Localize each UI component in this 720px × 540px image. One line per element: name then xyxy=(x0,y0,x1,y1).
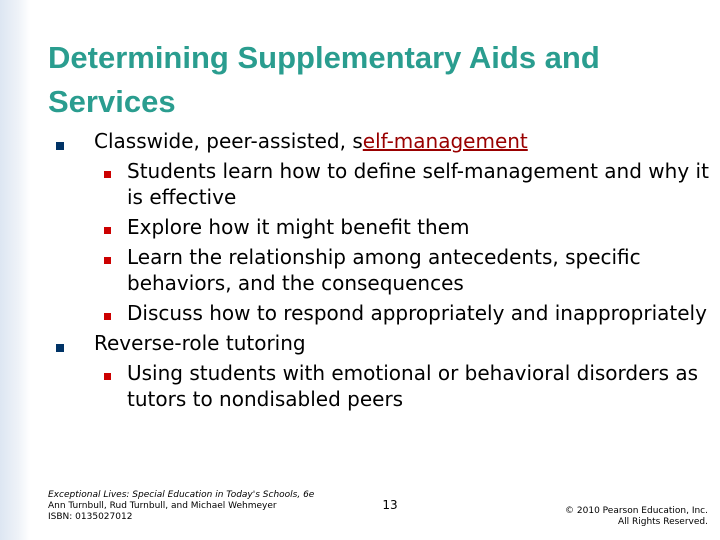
sub-bullet xyxy=(52,244,712,296)
left-gradient-band xyxy=(0,0,30,540)
square-bullet-icon xyxy=(104,313,111,320)
book-title: Exceptional Lives: Special Education in Today's Schools, 6e xyxy=(48,490,315,500)
sub-bullet-text: Using students with emotional or behavioral disorders as tutors to nondisabled peers xyxy=(127,361,699,411)
sub-bullet-text: Learn the relationship among antecedents, specific behaviors, and the consequences xyxy=(127,245,641,295)
footer-copyright xyxy=(488,506,708,528)
square-bullet-icon xyxy=(56,142,64,150)
sub-bullet-text: Explore how it might benefit them xyxy=(127,215,470,239)
bullet-list xyxy=(52,128,712,416)
square-bullet-icon xyxy=(56,344,64,352)
sub-bullet xyxy=(52,158,712,210)
bullet-reverse-role xyxy=(52,330,712,356)
sub-bullet-text: Students learn how to define self-management and why it is effective xyxy=(127,159,709,209)
sub-bullet-text: Discuss how to respond appropriately and inappropriately xyxy=(127,301,707,325)
square-bullet-icon xyxy=(104,373,111,380)
sub-bullet xyxy=(52,360,712,412)
bullet-text: Reverse-role tutoring xyxy=(94,331,306,355)
square-bullet-icon xyxy=(104,227,111,234)
square-bullet-icon xyxy=(104,171,111,178)
footer-citation xyxy=(48,490,318,523)
bullet-text: Classwide, peer-assisted, s xyxy=(94,129,363,153)
book-authors: Ann Turnbull, Rud Turnbull, and Michael Wehmeyer xyxy=(48,501,277,511)
page-number: 13 xyxy=(382,498,398,512)
book-isbn: ISBN: 0135027012 xyxy=(48,512,133,522)
sub-bullet xyxy=(52,214,712,240)
sub-bullet xyxy=(52,300,712,326)
highlighted-text: elf-management xyxy=(362,129,528,153)
rights-line: All Rights Reserved. xyxy=(617,517,708,527)
slide-title: Determining Supplementary Aids and Services xyxy=(48,40,600,119)
square-bullet-icon xyxy=(104,257,111,264)
copyright-line: © 2010 Pearson Education, Inc. xyxy=(565,506,708,516)
bullet-classwide xyxy=(52,128,712,154)
